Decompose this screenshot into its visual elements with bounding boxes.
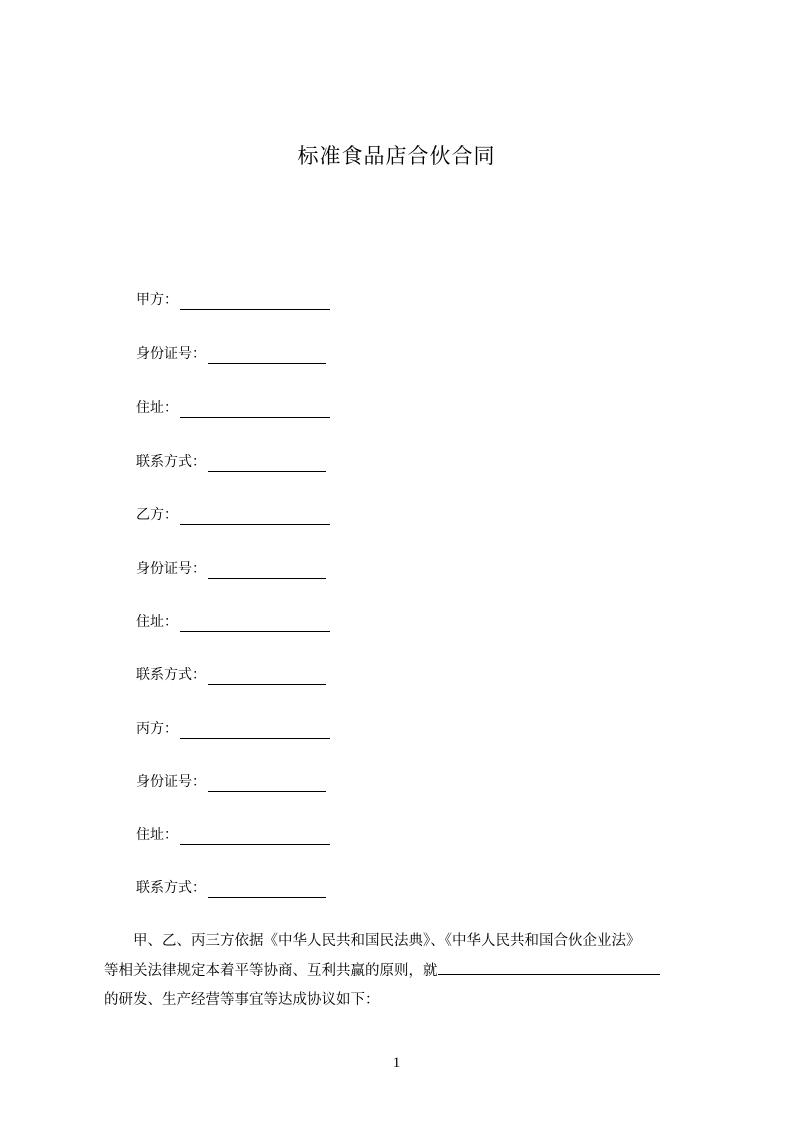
subject-blank[interactable] — [438, 956, 660, 975]
fill-in-blank[interactable] — [180, 830, 330, 845]
party-c-id-field — [136, 772, 326, 792]
fill-in-blank[interactable] — [208, 670, 326, 685]
field-label: 住址： — [136, 400, 178, 416]
party-c-name-field — [136, 719, 330, 739]
fill-in-blank[interactable] — [208, 564, 326, 579]
fill-in-blank[interactable] — [208, 457, 326, 472]
paragraph-line: 甲、乙、丙三方依据《中华人民共和国民法典》、《中华人民共和国合伙企业法》 — [104, 933, 641, 949]
fill-in-blank[interactable] — [180, 295, 330, 310]
party-a-name-field — [136, 290, 330, 310]
paragraph-line: 的研发、生产经营等事宜等达成协议如下： — [104, 992, 380, 1008]
party-b-address-field — [136, 612, 330, 632]
field-label: 住址： — [136, 827, 178, 843]
field-label: 联系方式： — [136, 880, 206, 896]
field-label: 身份证号： — [136, 774, 206, 790]
field-label: 联系方式： — [136, 454, 206, 470]
field-label: 联系方式： — [136, 667, 206, 683]
field-label: 甲方： — [136, 292, 178, 308]
party-a-contact-field — [136, 452, 326, 472]
fill-in-blank[interactable] — [180, 617, 330, 632]
party-a-id-field — [136, 344, 326, 364]
field-label: 身份证号： — [136, 346, 206, 362]
fill-in-blank[interactable] — [208, 883, 326, 898]
fill-in-blank[interactable] — [180, 724, 330, 739]
fill-in-blank[interactable] — [208, 349, 326, 364]
field-label: 住址： — [136, 614, 178, 630]
fill-in-blank[interactable] — [208, 777, 326, 792]
field-label: 身份证号： — [136, 561, 206, 577]
field-label: 乙方： — [136, 507, 178, 523]
fill-in-blank[interactable] — [180, 403, 330, 418]
party-b-contact-field — [136, 665, 326, 685]
preamble-paragraph — [104, 927, 700, 1015]
field-label: 丙方： — [136, 721, 178, 737]
paragraph-line — [104, 956, 700, 986]
party-b-id-field — [136, 559, 326, 579]
document-title: 标准食品店合伙合同 — [297, 144, 496, 168]
fill-in-blank[interactable] — [180, 510, 330, 525]
party-c-address-field — [136, 825, 330, 845]
party-a-address-field — [136, 398, 330, 418]
party-c-contact-field — [136, 878, 326, 898]
page-number: 1 — [392, 1055, 401, 1071]
paragraph-text: 等相关法律规定本着平等协商、互利共赢的原则，就 — [104, 963, 438, 979]
party-b-name-field — [136, 505, 330, 525]
